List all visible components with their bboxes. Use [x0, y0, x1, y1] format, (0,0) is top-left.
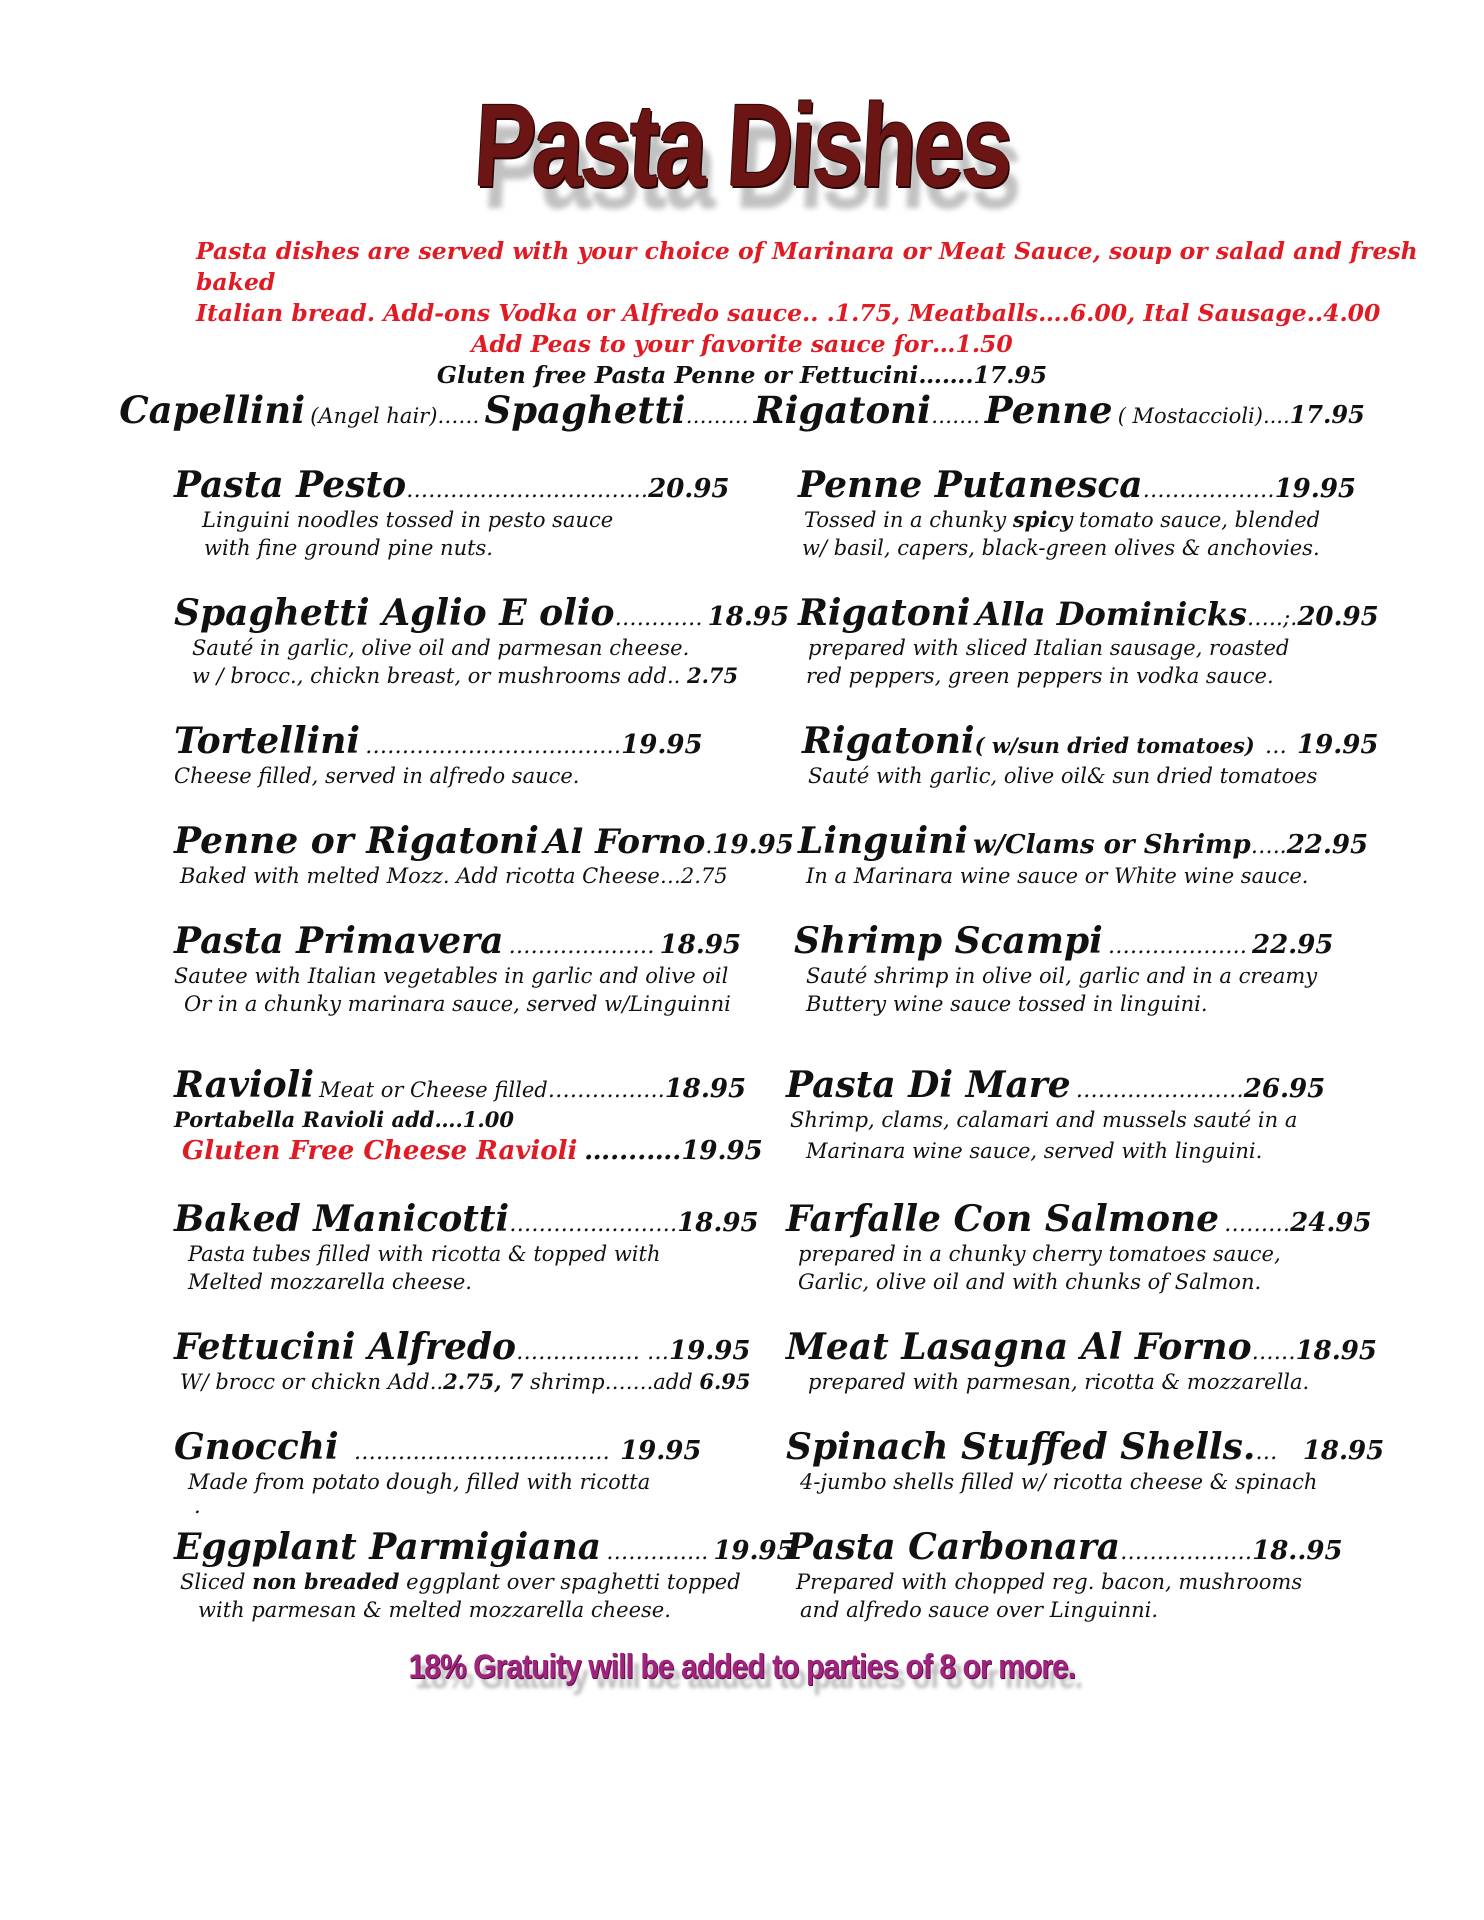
menu-item [174, 464, 730, 562]
shape-capellini: Capellini [119, 388, 306, 432]
shape-capellini-note: (Angel hair)…… [310, 404, 480, 428]
item-price: 19.95 [713, 1536, 795, 1566]
item-name: Farfalle Con Salmone [786, 1198, 1220, 1240]
intro-line-2: Italian bread. Add-ons Vodka or Alfredo sauce.. .1.75, Meatballs….6.00, Ital Sausage..4.00 [196, 299, 1381, 327]
item-subtitle: ( w/sun dried tomatoes) [974, 733, 1255, 758]
item-price: 18.95 [1302, 1436, 1385, 1466]
menu-item [786, 1426, 1384, 1496]
item-dots: ……………..…… [1075, 1078, 1244, 1103]
item-name: Rigatoni [798, 592, 971, 634]
item-dots: ……………… [1120, 1540, 1253, 1565]
item-price: 24.95 [1290, 1208, 1372, 1238]
shapes-price: 17.95 [1289, 400, 1365, 429]
shape-rigatoni: Rigatoni [753, 388, 932, 432]
item-price: 19.95 [621, 730, 703, 760]
item-name: Pasta Di Mare [786, 1064, 1071, 1106]
menu-item [174, 1326, 751, 1396]
item-description: W/ brocc or chickn Add..2.75, 7 shrimp…….add 6.95 [180, 1369, 751, 1394]
item-dots: …………..… … [516, 1340, 670, 1365]
menu-item [174, 1064, 763, 1169]
menu-item [174, 920, 741, 1018]
menu-item [798, 820, 1368, 890]
item-dots: ………… [614, 606, 703, 631]
menu-item [802, 720, 1378, 790]
item-name: Fettucini Alfredo [174, 1326, 517, 1368]
item-description: Baked with melted Mozz. Add ricotta Cheese…2.75 [180, 864, 728, 888]
intro-line-3: Add Peas to your favorite sauce for…1.50 [471, 330, 1013, 358]
item-description: Buttery wine sauce tossed in linguini. [806, 992, 1208, 1016]
item-price: 26.95 [1243, 1074, 1326, 1104]
menu-item [174, 1198, 759, 1296]
item-name: Tortellini [174, 720, 361, 762]
item-description: w / brocc., chickn breast, or mushrooms add.. 2.75 [192, 663, 739, 688]
item-price: 18.95 [664, 1074, 747, 1104]
menu-item [798, 464, 1356, 562]
item-dots: ………………………..…… [353, 1440, 610, 1465]
item-price: 22.95 [1251, 930, 1334, 960]
item-name: Ravioli [174, 1064, 315, 1106]
item-note: Meat or Cheese filled [319, 1078, 548, 1102]
item-description: prepared with sliced Italian sausage, roasted [808, 636, 1290, 660]
item-description: prepared with parmesan, ricotta & mozzarella. [808, 1370, 1310, 1394]
item-name: Spinach Stuffed Shells. [786, 1426, 1256, 1468]
item-name: Pasta Pesto [174, 464, 407, 506]
shape-rigatoni-dots: ……. [931, 404, 980, 428]
intro-line-1: Pasta dishes are served with your choice of Marinara or Meat Sauce, soup or salad and fresh baked [196, 237, 1418, 296]
item-dots: . [705, 834, 713, 859]
item-price: 19.95 [669, 1336, 751, 1366]
item-price: 18..95 [1252, 1536, 1343, 1566]
item-price: 18.95 [677, 1208, 759, 1238]
item-description: Sauté with garlic, olive oil& sun dried tomatoes [808, 764, 1318, 788]
item-description: Sauté in garlic, olive oil and parmesan cheese. [192, 636, 690, 660]
gluten-free-line: Gluten Free Cheese Ravioli …....….19.95 [182, 1136, 763, 1166]
pasta-shapes-line [0, 388, 1484, 432]
item-description: Prepared with chopped reg. bacon, mushrooms [796, 1570, 1303, 1594]
item-price: 19.95 [1274, 474, 1357, 504]
item-dots: … [1255, 1440, 1278, 1465]
item-name: Rigatoni [802, 720, 975, 762]
gratuity-notice: 18% Gratuity will be added to parties of 8 or more. [408, 1648, 1076, 1686]
item-name: Pasta Primavera [174, 920, 504, 962]
item-dots: ……………. [547, 1078, 665, 1103]
item-dots: … [1264, 734, 1287, 759]
item-description: red peppers, green peppers in vodka sauce. [806, 664, 1274, 688]
item-dots: ………….. [606, 1540, 709, 1565]
item-description: Portabella Ravioli add….1.00 [174, 1107, 514, 1132]
item-description: 4-jumbo shells filled w/ ricotta cheese & spinach [800, 1470, 1318, 1494]
page-title: Pasta Dishes [470, 80, 1014, 212]
item-dots: ….. [1250, 834, 1287, 859]
item-name: Meat Lasagna Al Forno [786, 1326, 1252, 1368]
item-dots: ……… [1224, 1212, 1291, 1237]
item-description: Garlic, olive oil and with chunks of Salmon. [798, 1270, 1262, 1294]
intro-block [0, 236, 1484, 391]
item-subtitle: Al Forno [543, 822, 706, 862]
item-dots: …………………………… [406, 478, 649, 503]
item-dots: …..;. [1246, 606, 1298, 631]
item-description: In a Marinara wine sauce or White wine sauce. [806, 864, 1309, 888]
item-name: Gnocchi [174, 1426, 339, 1468]
menu-item [798, 592, 1379, 690]
item-name: Eggplant Parmigiana [174, 1526, 602, 1568]
item-description: Shrimp, clams, calamari and mussels sauté in a [790, 1108, 1298, 1132]
shape-spaghetti: Spaghetti [484, 388, 686, 432]
item-description: Sautee with Italian vegetables in garlic and olive oil [174, 964, 729, 988]
item-description: Marinara wine sauce, served with linguini. [806, 1139, 1263, 1163]
menu-item [786, 1064, 1325, 1168]
item-dots: ………………………..…… [365, 734, 622, 759]
menu-item [794, 920, 1333, 1018]
item-price: 20.95 [648, 474, 730, 504]
item-description: and alfredo sauce over Linguinni. [800, 1598, 1159, 1622]
title-banner [0, 78, 1484, 214]
item-name: Penne Putanesca [798, 464, 1143, 506]
item-description: Tossed in a chunky spicy tomato sauce, blended [804, 507, 1321, 532]
item-price: 18.95 [707, 602, 790, 632]
item-dots: ……………… [1142, 478, 1275, 503]
item-description: Made from potato dough, filled with ricotta [188, 1470, 651, 1494]
item-subtitle: Alla Dominicks [975, 595, 1247, 633]
item-description: w/ basil, capers, black-green olives & anchovies. [802, 536, 1320, 560]
item-description: prepared in a chunky cherry tomatoes sauce, [798, 1242, 1281, 1266]
item-description: Linguini noodles tossed in pesto sauce [202, 508, 614, 532]
item-name: Spaghetti Aglio E olio [174, 592, 615, 634]
item-price: 18.95 [659, 930, 742, 960]
item-description: with fine ground pine nuts. [204, 536, 493, 560]
item-price: 20.95 [1297, 602, 1379, 632]
item-description: Melted mozzarella cheese. [188, 1270, 472, 1294]
item-price: 19.95 [620, 1436, 702, 1466]
item-description: with parmesan & melted mozzarella cheese. [198, 1598, 671, 1622]
shape-spaghetti-dots: ……… [685, 404, 749, 428]
item-dots: ………………. [1107, 934, 1247, 959]
menu-item [174, 820, 794, 890]
item-name: Pasta Carbonara [786, 1526, 1121, 1568]
menu-item [174, 1526, 795, 1624]
shape-penne-note: ( Mostaccioli).... [1117, 404, 1290, 428]
item-description: Pasta tubes filled with ricotta & topped with [188, 1242, 661, 1266]
item-subtitle: w/Clams or Shrimp [973, 830, 1251, 860]
item-price: 19.95 [1297, 730, 1379, 760]
menu-item [174, 1426, 701, 1516]
item-description: . [194, 1494, 201, 1518]
item-name: Baked Manicotti [174, 1198, 510, 1240]
menu-item [174, 592, 789, 690]
intro-line-4: Gluten free Pasta Penne or Fettucini…….17.95 [436, 361, 1048, 389]
item-description: Or in a chunky marinara sauce, served w/Linguinni [184, 992, 731, 1016]
shape-penne: Penne [984, 388, 1113, 432]
item-name: Penne or Rigatoni [174, 820, 539, 862]
item-name: Linguini [798, 820, 969, 862]
item-dots: …………..……… [509, 1212, 678, 1237]
item-price: 18.95 [1295, 1336, 1377, 1366]
menu-item [786, 1526, 1343, 1624]
gratuity-banner [0, 1648, 1484, 1687]
item-dots: …… [1251, 1340, 1296, 1365]
item-description: Cheese filled, served in alfredo sauce. [174, 764, 580, 788]
item-price: 19.95 [712, 830, 794, 860]
menu-item [786, 1198, 1372, 1296]
item-dots: …………..…… [508, 934, 655, 959]
item-name: Shrimp Scampi [794, 920, 1103, 962]
menu-item [786, 1326, 1377, 1396]
menu-item [174, 720, 703, 790]
item-description: Sliced non breaded eggplant over spaghetti topped [180, 1569, 741, 1594]
item-description: Sauté shrimp in olive oil, garlic and in a creamy [806, 964, 1318, 988]
item-price: 22.95 [1286, 830, 1369, 860]
